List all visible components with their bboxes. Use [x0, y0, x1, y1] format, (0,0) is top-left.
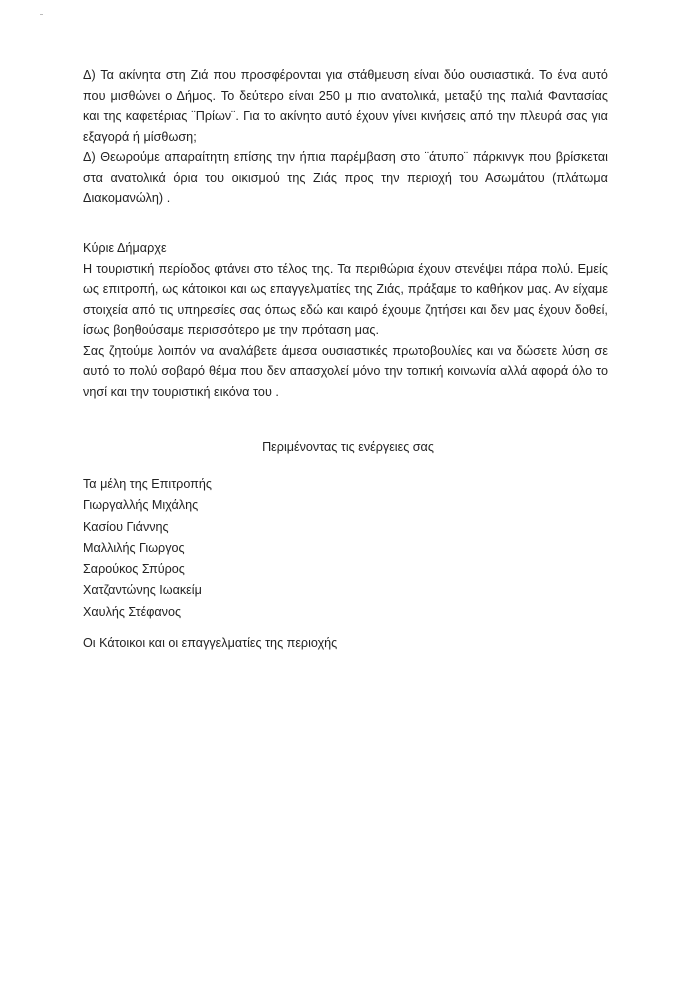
- committee-member: Σαρούκος Σπύρος: [83, 562, 185, 577]
- signature-list: [83, 474, 212, 623]
- scan-mark: [40, 14, 43, 15]
- mayor-address-section: [83, 238, 608, 402]
- closing-line: Περιμένοντας τις ενέργειες σας: [262, 440, 434, 454]
- signatures-heading: Τα μέλη της Επιτροπής: [83, 477, 212, 491]
- committee-member: Γιωργαλλής Μιχάλης: [83, 498, 199, 513]
- paragraph-informal-parking: Δ) Θεωρούμε απαραίτητη επίσης την ήπια παρέμβαση στο ¨άτυπο¨ πάρκινγκ που βρίσκεται στα ανατολικά όρια του οικισμού της Ζιάς προς την περιοχή του Ασωμάτου (πλάτωμα Διακομανώλη) .: [83, 150, 608, 205]
- paragraph-request: Σας ζητούμε λοιπόν να αναλάβετε άμεσα ουσιαστικές πρωτοβουλίες και να δώσετε λύση σε αυτό το πολύ σοβαρό θέμα που δεν απασχολεί μόνο την τοπική κοινωνία αλλά αφορά όλο το νησί και την τουριστική εικόνα του .: [83, 343, 608, 399]
- committee-member: Χατζαντώνης Ιωακείμ: [83, 583, 202, 598]
- committee-member: Κασίου Γιάννης: [83, 519, 169, 534]
- paragraph-tourist-season: Η τουριστική περίοδος φτάνει στο τέλος της. Τα περιθώρια έχουν στενέψει πάρα πολύ. Εμείς ως επιτροπή, ως κάτοικοι και ως επαγγελματίες της Ζιάς, πράξαμε το καθήκον μας. Αν είχαμε στοιχεία από τις υπηρεσίες σας όπως εδώ και καιρό έχουμε ζητήσει και δεν μας έχουν δοθεί, ίσως βοηθούσαμε περισσότερο με την πρόταση μας.: [83, 261, 608, 337]
- residents-signature: Οι Κάτοικοι και οι επαγγελματίες της περιοχής: [83, 636, 338, 650]
- paragraph-properties: Δ) Τα ακίνητα στη Ζιά που προσφέρονται για στάθμευση είναι δύο ουσιαστικά. Το ένα αυτό που μισθώνει ο Δήμος. Το δεύτερο είναι 250 μ πιο ανατολικά, μεταξύ της παλιά Φαντασίας και της καφετέριας ¨Πρίων¨. Για το ακίνητο αυτό έχουν γίνει κινήσεις από την πλευρά σας για εξαγορά ή μίσθωση;: [83, 68, 608, 144]
- salutation: Κύριε Δήμαρχε: [83, 241, 167, 255]
- committee-member: Χαυλής Στέφανος: [83, 604, 182, 619]
- committee-member: Μαλλιλής Γιωργος: [83, 540, 185, 555]
- parking-properties-section: [83, 65, 608, 209]
